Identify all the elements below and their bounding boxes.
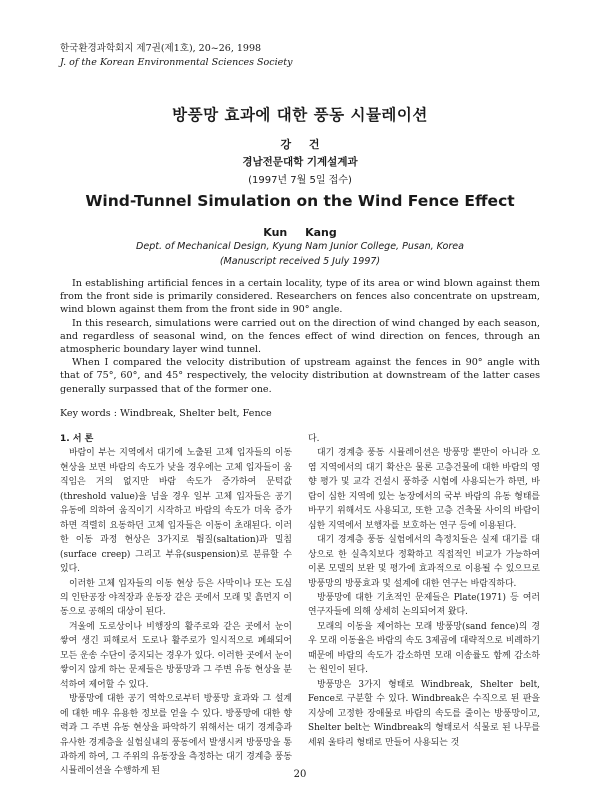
- body-paragraph: 겨울에 도로상이나 비행장의 활주로와 같은 곳에서 눈이 쌓여 생긴 피해로서 도로나 활주로가 일시적으로 폐쇄되어 모든 운송 수단이 중지되는 경우가 있다. 이러한 곳에서 눈이 쌓이지 않게 하는 문제들은 방풍망과 그 주변 유동 현상을 분석하여 제어할 수 있다.: [60, 621, 292, 690]
- keywords: Key words : Windbreak, Shelter belt, Fence: [60, 408, 272, 419]
- english-affiliation: Dept. of Mechanical Design, Kyung Nam Junior College, Pusan, Korea: [136, 241, 464, 252]
- abstract-paragraph: In establishing artificial fences in a certain locality, type of its area or wind blown against them from the front side is primarily considered. Researchers on fences also concentrate on upstream, wind blown against them from the front side in 90° angle.: [60, 278, 540, 316]
- abstract: [60, 277, 540, 396]
- english-title: Wind-Tunnel Simulation on the Wind Fence Effect: [85, 192, 515, 210]
- journal-name-en: J. of the Korean Environmental Sciences Society: [60, 57, 293, 68]
- page-number: 20: [293, 769, 307, 780]
- body-column-right: [308, 432, 540, 750]
- body-paragraph: 대기 경계층 풍동 시뮬레이션은 방풍망 뿐만이 아니라 오염 지역에서의 대기 확산은 물론 고층건물에 대한 바람의 영향 평가 및 교각 건설시 풍하중 시험에 사용되는가 하면, 바람이 심한 지역에 있는 농장에서의 국부 바람의 유동 형태를 바꾸기 위해서도 사용되고, 또한 고층 건축물 사이의 바람이 심한 지역에서 보행자를 보호하는 연구 등에 이용된다.: [308, 448, 540, 531]
- body-paragraph: 방풍망은 3가지 형태로 Windbreak, Shelter belt, Fence로 구분할 수 있다. Windbreak은 수직으로 된 판을 지상에 고정한 장애물로 바람의 속도를 줄이는 방풍망이고, Shelter belt는 Windbreak의 형태로서 식물로 된 나무를 세워 울타리 형태로 만들어 사용되는 것: [308, 679, 540, 748]
- body-paragraph: 방풍망에 대한 기초적인 문제들은 Plate(1971) 등 여러 연구자들에 의해 상세히 논의되어져 왔다.: [308, 592, 540, 618]
- body-paragraph: 방풍망에 대한 공기 역학으로부터 방풍망 효과와 그 설계에 대한 매우 유용한 정보를 얻을 수 있다. 방풍망에 대한 향력과 그 주변 유동 현상을 파악하기 위해서는 대기 경계층과 유사한 경계층을 실험실내의 풍동에서 발생시켜 방풍망을 통과하게 하여, 그 주위의 유동장을 측정하는 대기 경계층 풍동 시뮬레이션을 수행하게 된: [60, 694, 292, 777]
- body-paragraph: 바람이 부는 지역에서 대기에 노출된 고체 입자들의 이동 현상을 보면 바람의 속도가 낮을 경우에는 고체 입자들이 움직임은 거의 없지만 바람 속도가 증가하여 문턱값(threshold value)을 넘을 경우 일부 고체 입자들은 공기 유동에 의하여 움직이기 시작하고 바람의 속도가 더욱 증가하면 격렬히 요동하던 고체 입자들은 이동이 초래된다. 이러한 이동 과정 현상은 3가지로 튐질(saltation)과 밀침(surface creep) 그리고 부유(suspension)로 분류할 수 있다.: [60, 448, 292, 575]
- korean-affiliation: 경남전문대학 기계설계과: [242, 156, 358, 168]
- english-received-date: (Manuscript received 5 July 1997): [219, 256, 381, 267]
- english-author: Kun Kang: [263, 226, 337, 239]
- abstract-paragraph: In this research, simulations were carried out on the direction of wind changed by each season, and regardless of seasonal wind, on the fences effect of wind direction on fences, through an atmospheric boundary layer wind tunnel.: [60, 317, 540, 356]
- korean-author: 강 건: [280, 138, 320, 151]
- journal-citation-kr: 한국환경과학회지 제7권(제1호), 20~26, 1998: [60, 43, 262, 54]
- body-paragraph: 모래의 이동을 제어하는 모래 방풍망(sand fence)의 경우 모래 이동율은 바람의 속도 3제곱에 대략적으로 비례하기 때문에 바람의 속도가 감소하면 모래 이송률도 함께 감소하는 원인이 된다.: [308, 621, 540, 676]
- abstract-paragraph: When I compared the velocity distribution of upstream against the fences in 90° angle with that of 75°, 60°, and 45° respectively, the velocity distribution at downstream of the latter cases generally surpassed that of the former one.: [60, 357, 540, 395]
- section-heading: 1. 서 론: [60, 434, 94, 444]
- body-paragraph: 다.: [308, 434, 320, 444]
- body-column-left: [60, 432, 292, 779]
- korean-received-date: (1997년 7월 5일 접수): [248, 175, 352, 186]
- body-paragraph: 이러한 고체 입자들의 이동 현상 등은 사막이나 또는 도심의 인탄공장 야적장과 운동장 같은 곳에서 모래 및 흙먼지 이동으로 공해의 대상이 된다.: [60, 578, 292, 618]
- body-paragraph: 대기 경계층 풍동 실험에서의 측정치들은 실제 대기를 대상으로 한 실측치보다 정확하고 직접적인 비교가 가능하여 이론 모델의 보완 및 평가에 효과적으로 이용될 수 있으므로 방풍망의 방풍효과 및 설계에 대한 연구는 바람직하다.: [308, 535, 540, 589]
- korean-title: 방풍망 효과에 대한 풍동 시뮬레이션: [172, 106, 428, 124]
- journal-header: [60, 42, 292, 70]
